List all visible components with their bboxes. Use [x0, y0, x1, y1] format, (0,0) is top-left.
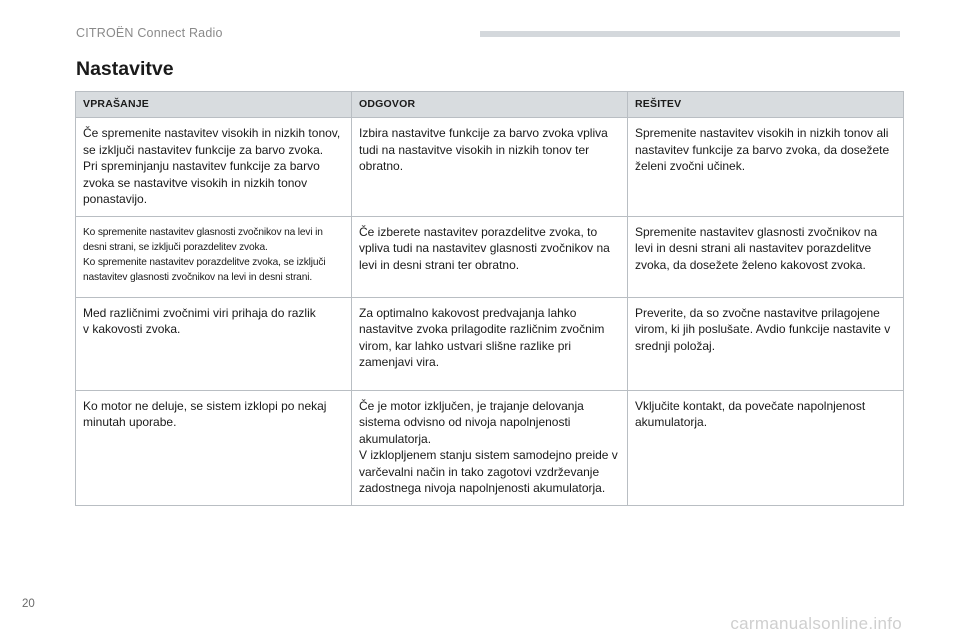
table-row — [76, 216, 904, 297]
question-cell — [76, 216, 352, 297]
table-row — [76, 390, 904, 505]
question-cell — [76, 297, 352, 390]
solution-cell — [628, 390, 904, 505]
column-header-question: VPRAŠANJE — [76, 92, 352, 118]
table-header-row — [76, 92, 904, 118]
answer-cell — [352, 118, 628, 217]
column-header-solution: REŠITEV — [628, 92, 904, 118]
answer-text: Če je motor izključen, je trajanje delovanja sistema odvisno od nivoja napolnjenosti akumulatorja. V izklopljenem stanju sistem samodejno preide v varčevalni način in tako zagotovi vzdrževanje zadostnega nivoja napolnjenosti akumulatorja. — [359, 398, 618, 495]
solution-cell — [628, 118, 904, 217]
question-text: Ko spremenite nastavitev glasnosti zvočnikov na levi in desni strani, se izključi porazdelitev zvoka. Ko spremenite nastavitev porazdelitve zvoka, se izključi nastavitev glasnosti zvočnikov na levi in desni strani. — [83, 226, 326, 283]
header-rule — [480, 31, 900, 37]
solution-text: Spremenite nastavitev glasnosti zvočnikov na levi in desni strani ali nastavitev porazdelitve zvoka, da dosežete želeno kakovost zvoka. — [635, 224, 878, 272]
question-cell — [76, 390, 352, 505]
answer-cell — [352, 390, 628, 505]
running-title: CITROËN Connect Radio — [76, 26, 223, 40]
column-header-answer: ODGOVOR — [352, 92, 628, 118]
page-title: Nastavitve — [76, 58, 174, 80]
question-text: Če spremenite nastavitev visokih in nizkih tonov, se izključi nastavitev funkcije za barvo zvoka. Pri spreminjanju nastavitev funkcije za barvo zvoka se nastavitve visokih in nizkih tonov ponastavijo. — [83, 126, 341, 206]
solution-text: Preverite, da so zvočne nastavitve prilagojene virom, ki jih poslušate. Avdio funkcije nastavite v srednji položaj. — [635, 305, 891, 353]
answer-cell — [352, 216, 628, 297]
answer-text: Izbira nastavitve funkcije za barvo zvoka vpliva tudi na nastavitve visokih in nizkih tonov ter obratno. — [359, 126, 608, 173]
answer-text: Če izberete nastavitev porazdelitve zvoka, to vpliva tudi na nastavitev glasnosti zvočnikov na levi in desni strani ter obratno. — [359, 224, 610, 272]
solution-text: Spremenite nastavitev visokih in nizkih tonov ali nastavitev funkcije za barvo zvoka, da dosežete želeni zvočni učinek. — [635, 126, 890, 173]
question-text: Med različnimi zvočnimi viri prihaja do razlik v kakovosti zvoka. — [83, 305, 316, 336]
table-row — [76, 297, 904, 390]
watermark: carmanualsonline.info — [730, 614, 902, 633]
answer-text: Za optimalno kakovost predvajanja lahko nastavitve zvoka prilagodite različnim zvočnim virom, kar lahko ustvari slišne razlike pri zamenjavi vira. — [359, 305, 605, 369]
table-row — [76, 118, 904, 217]
solution-cell — [628, 297, 904, 390]
question-text: Ko motor ne deluje, se sistem izklopi po nekaj minutah uporabe. — [83, 398, 327, 429]
question-cell — [76, 118, 352, 217]
page-number: 20 — [22, 598, 35, 610]
solution-text: Vključite kontakt, da povečate napolnjenost akumulatorja. — [635, 398, 866, 429]
troubleshooting-table — [75, 91, 904, 506]
solution-cell — [628, 216, 904, 297]
answer-cell — [352, 297, 628, 390]
